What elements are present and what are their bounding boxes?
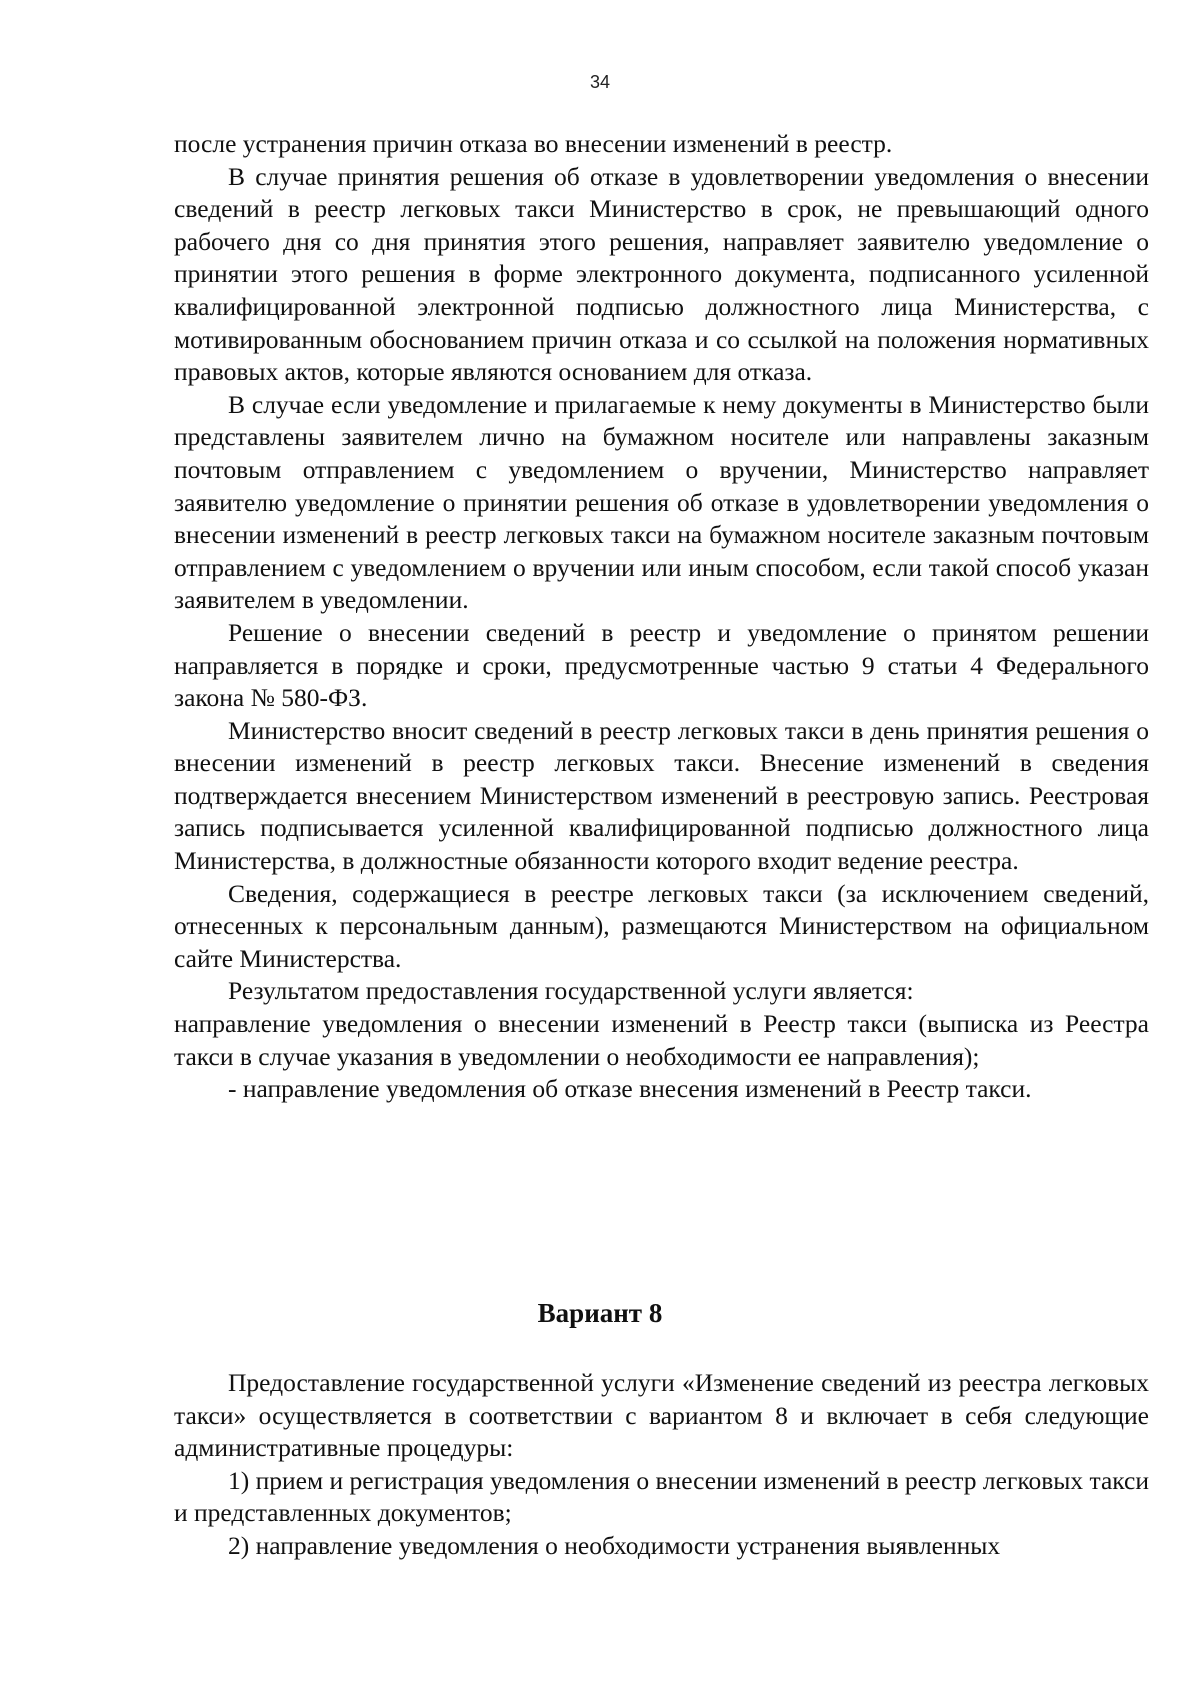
section-heading: Вариант 8 <box>537 1298 663 1328</box>
paragraph-paper-notification: В случае если уведомление и прилагаемые к нему документы в Министерство были представлены заявителем лично на бумажном носителе или направлены заказным почтовым отправлением с уведомлением о вручении, Министерство направляет заявителю уведомление о принятии решения об отказе в удовлетворении уведомления о внесении изменений в реестр легковых такси на бумажном носителе заказным почтовым отправлением с уведомлением о вручении или иным способом, если такой способ указан заявителем в уведомлении. <box>174 389 1149 615</box>
body-text-section-2 <box>174 1367 1149 1563</box>
paragraph-result-item-2: - направление уведомления об отказе внесения изменений в Реестр такси. <box>228 1074 1032 1104</box>
paragraph-procedure-1: 1) прием и регистрация уведомления о внесении изменений в реестр легковых такси и представленных документов; <box>174 1465 1149 1528</box>
paragraph-refusal-decision: В случае принятия решения об отказе в удовлетворении уведомления о внесении сведений в реестр легковых такси Министерство в срок, не превышающий одного рабочего дня со дня принятия этого решения, направляет заявителю уведомление о принятии этого решения в форме электронного документа, подписанного усиленной квалифицированной электронной подписью должностного лица Министерства, с мотивированным обоснованием причин отказа и со ссылкой на положения нормативных правовых актов, которые являются основанием для отказа. <box>174 161 1149 387</box>
paragraph-continuation: после устранения причин отказа во внесении изменений в реестр. <box>174 129 893 158</box>
paragraph-result-item-1: направление уведомления о внесении изменений в Реестр такси (выписка из Реестра такси в случае указания в уведомлении о необходимости ее направления); <box>174 1009 1149 1071</box>
paragraph-variant-intro: Предоставление государственной услуги «Изменение сведений из реестра легковых такси» осуществляется в соответствии с вариантом 8 и включает в себя следующие административные процедуры: <box>174 1368 1149 1463</box>
paragraph-registry-entry: Министерство вносит сведений в реестр легковых такси в день принятия решения о внесении изменений в реестр легковых такси. Внесение изменений в сведения подтверждается внесением Министерством изменений в реестровую запись. Реестровая запись подписывается усиленной квалифицированной подписью должностного лица Министерства, в должностные обязанности которого входит ведение реестра. <box>174 715 1149 876</box>
paragraph-result-intro: Результатом предоставления государственной услуги является: <box>228 976 914 1006</box>
body-text-section-1 <box>174 128 1149 1106</box>
paragraph-procedure-2: 2) направление уведомления о необходимости устранения выявленных <box>228 1530 1001 1560</box>
page-number: 34 <box>589 72 611 92</box>
paragraph-publication: Сведения, содержащиеся в реестре легковых такси (за исключением сведений, отнесенных к персональным данным), размещаются Министерством на официальном сайте Министерства. <box>174 878 1149 973</box>
paragraph-decision-direction: Решение о внесении сведений в реестр и уведомление о принятом решении направляется в порядке и сроки, предусмотренные частью 9 статьи 4 Федерального закона № 580-ФЗ. <box>174 617 1149 713</box>
